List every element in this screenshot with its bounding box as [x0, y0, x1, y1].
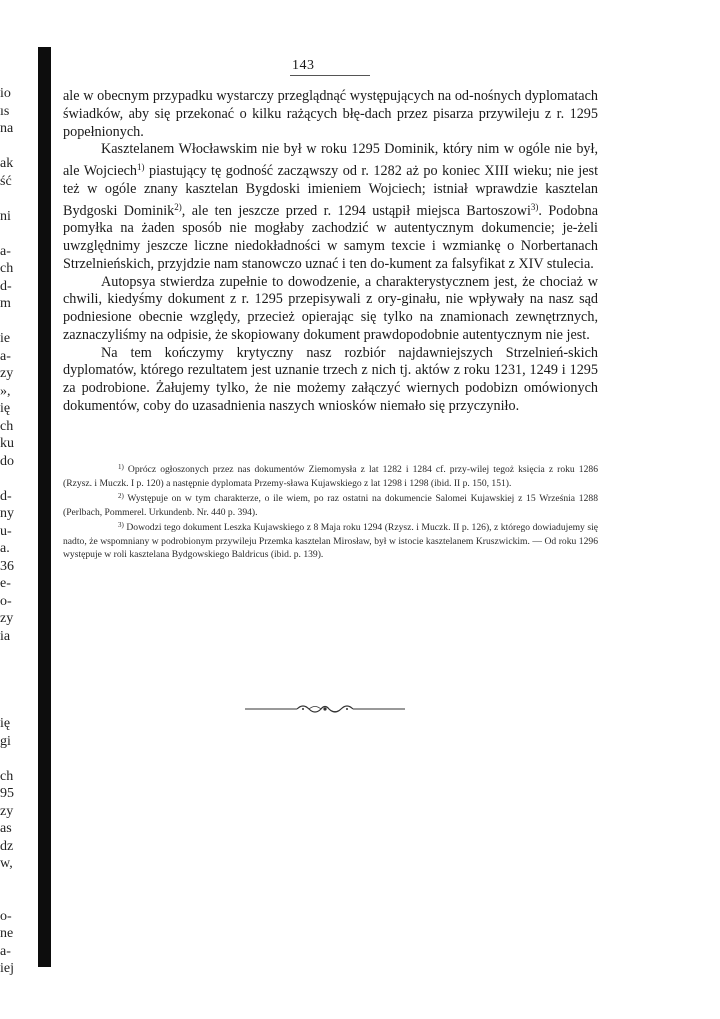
margin-fragment [0, 645, 36, 663]
margin-fragment: as [0, 821, 12, 836]
text-run: . Podobna pomyłka na żaden sposób nie mogłaby zachodzić w autentycznym dokumencie; je-żeli uwzględnimy jeszcze liczne niedokładności w samym texcie i wzmiankę o Norbertanach Strzelnieńskich, przyjdzie nam stanowczo uznać i ten do-kument za falsyfikat z XIV stulecia. [63, 202, 599, 272]
text-run: , ale ten jeszcze przed r. 1294 ustąpił miejsca Bartoszowi [181, 202, 531, 219]
margin-fragment: io [0, 86, 11, 101]
body-paragraph [63, 345, 598, 416]
margin-fragment: ne [0, 926, 14, 941]
body-paragraph [63, 141, 598, 273]
margin-fragment: a- [0, 243, 11, 259]
margin-fragment: ie [0, 331, 11, 346]
margin-fragment [0, 313, 36, 331]
margin-fragment: o- [0, 908, 12, 924]
footnote [63, 519, 598, 562]
margin-fragment: ak [0, 156, 14, 171]
margin-fragment: ch [0, 768, 14, 784]
body-paragraph [63, 88, 598, 141]
margin-fragment: dz [0, 838, 14, 854]
margin-fragment: ia [0, 628, 11, 644]
margin-fragment: a- [0, 943, 11, 959]
margin-fragment [0, 750, 36, 768]
margin-fragment: ść [0, 173, 12, 189]
margin-fragment: zy [0, 611, 14, 626]
margin-fragment: m [0, 296, 11, 311]
margin-fragment [0, 138, 36, 156]
margin-fragment: ię [0, 716, 11, 731]
text-run: ale w obecnym przypadku wystarczy przeglądnąć występujących na od-nośnych dyplomatach świadków, aby się przekonać o kilku rażących błę-dach przez pisarza przywileju z r. 1295 popełnionych. [63, 88, 598, 140]
margin-fragment: o- [0, 593, 12, 609]
footnotes [63, 461, 598, 562]
margin-fragment: w, [0, 856, 13, 871]
closing-ornament [245, 700, 405, 718]
footnote-text: Oprócz ogłoszonych przez nas dokumentów Ziemomysła z lat 1282 i 1284 cf. przy-wilej tegoż księcia z roku 1286 (Rzysz. i Muczk. I p. 120) a następnie dyplomata Przemy-sława Kujawskiego z lat 1298 i 1298 (ibid. II p. 150, 151). [63, 464, 598, 489]
margin-fragment: ch [0, 418, 14, 434]
binding-gutter [38, 47, 51, 967]
body-paragraph [63, 274, 598, 345]
main-text [63, 88, 598, 416]
margin-fragment [0, 890, 36, 908]
margin-fragment: d- [0, 488, 12, 504]
text-run: piastujący tę godność zacząwszy od r. 1282 aż po koniec XIII wieku; nie jest też w ogóle znany kasztelan Bygdoski imieniem Wojciech; istniał wprawdzie kasztelan Bydgoski Dominik [63, 163, 599, 219]
margin-fragment: ch [0, 261, 14, 276]
adjacent-page-fragments [0, 85, 36, 978]
margin-fragment: », [0, 383, 11, 399]
margin-fragment [0, 190, 36, 208]
footnote-text: Występuje on w tym charakterze, o ile wiem, po raz ostatni na dokumencie Salomei Kujawskiej z 15 Września 1288 (Perlbach, Pommerel. Urkundenb. Nr. 440 p. 394). [63, 493, 598, 518]
margin-fragment: ni [0, 208, 11, 224]
margin-fragment: gi [0, 733, 11, 749]
margin-fragment: na [0, 121, 14, 136]
text-run: Na tem kończymy krytyczny nasz rozbiór najdawniejszych Strzelnień-skich dyplomatów, którego rezultatem jest uznanie trzech z nich tj. aktów z roku 1231, 1249 i 1295 za podrobione. Żałujemy tylko, że nie możemy załączyć wiernych podobizn omówionych dokumentów, coby do uzasadnienia naszych wniosków niemało się przyczyniło. [63, 344, 598, 414]
margin-fragment [0, 698, 36, 716]
margin-fragment: 95 [0, 786, 14, 801]
header-rule [290, 75, 370, 76]
footnote-mark: 1) [118, 463, 124, 471]
margin-fragment [0, 470, 36, 488]
margin-fragment: ię [0, 401, 11, 416]
margin-fragment: 36 [0, 558, 14, 574]
margin-fragment: a. [0, 541, 10, 556]
margin-fragment: ıs [0, 103, 10, 119]
margin-fragment: ku [0, 436, 14, 451]
margin-fragment: u- [0, 523, 12, 539]
footnote [63, 490, 598, 519]
margin-fragment: a- [0, 348, 11, 364]
footnote-mark: 2) [118, 492, 124, 500]
margin-fragment: ny [0, 506, 14, 521]
margin-fragment: d- [0, 278, 12, 294]
footnote-ref: 3) [530, 201, 539, 212]
margin-fragment: zy [0, 803, 14, 819]
margin-fragment: e- [0, 576, 11, 591]
text-run: Kasztelanem Włocławskim nie był w roku 1295 Dominik, który nim w ogóle nie był, ale Wojciech [63, 141, 598, 179]
footnote-text: Dowodzi tego dokument Leszka Kujawskiego z 8 Maja roku 1294 (Rzysz. i Muczk. II p. 126), z którego dowiadujemy się nadto, że wspomniany w podrobionym przywileju Przemka kasztelan Mirosław, był w istocie kasztelanem Kruszwickim. — Od roku 1296 występuje w roli kasztelana Bydgowskiego Baldricus (ibid. p. 139). [63, 522, 598, 560]
page-number: 143 [292, 58, 315, 73]
margin-fragment [0, 873, 36, 891]
margin-fragment [0, 663, 36, 681]
text-run: Autopsya stwierdza zupełnie to dowodzenie, a charakterystycznem jest, że chociaż w chwili, kiedyśmy dokument z r. 1295 przepisywali z ory-ginału, nie wpływały na nasz sąd podniesione obecnie względy, przecież opierając się tylko na znamionach zewnętrznych, zaznaczyliśmy na odpisie, że skopiowany dokument prawdopodobnie autentycznym nie jest. [63, 273, 598, 343]
margin-fragment: do [0, 453, 14, 469]
margin-fragment: iej [0, 961, 14, 976]
footnote-mark: 3) [118, 521, 124, 529]
footnote-ref: 2) [174, 201, 182, 212]
margin-fragment [0, 225, 36, 243]
footnote-ref: 1) [137, 162, 145, 172]
footnote [63, 461, 598, 490]
margin-fragment: zy [0, 366, 14, 381]
margin-fragment [0, 680, 36, 698]
